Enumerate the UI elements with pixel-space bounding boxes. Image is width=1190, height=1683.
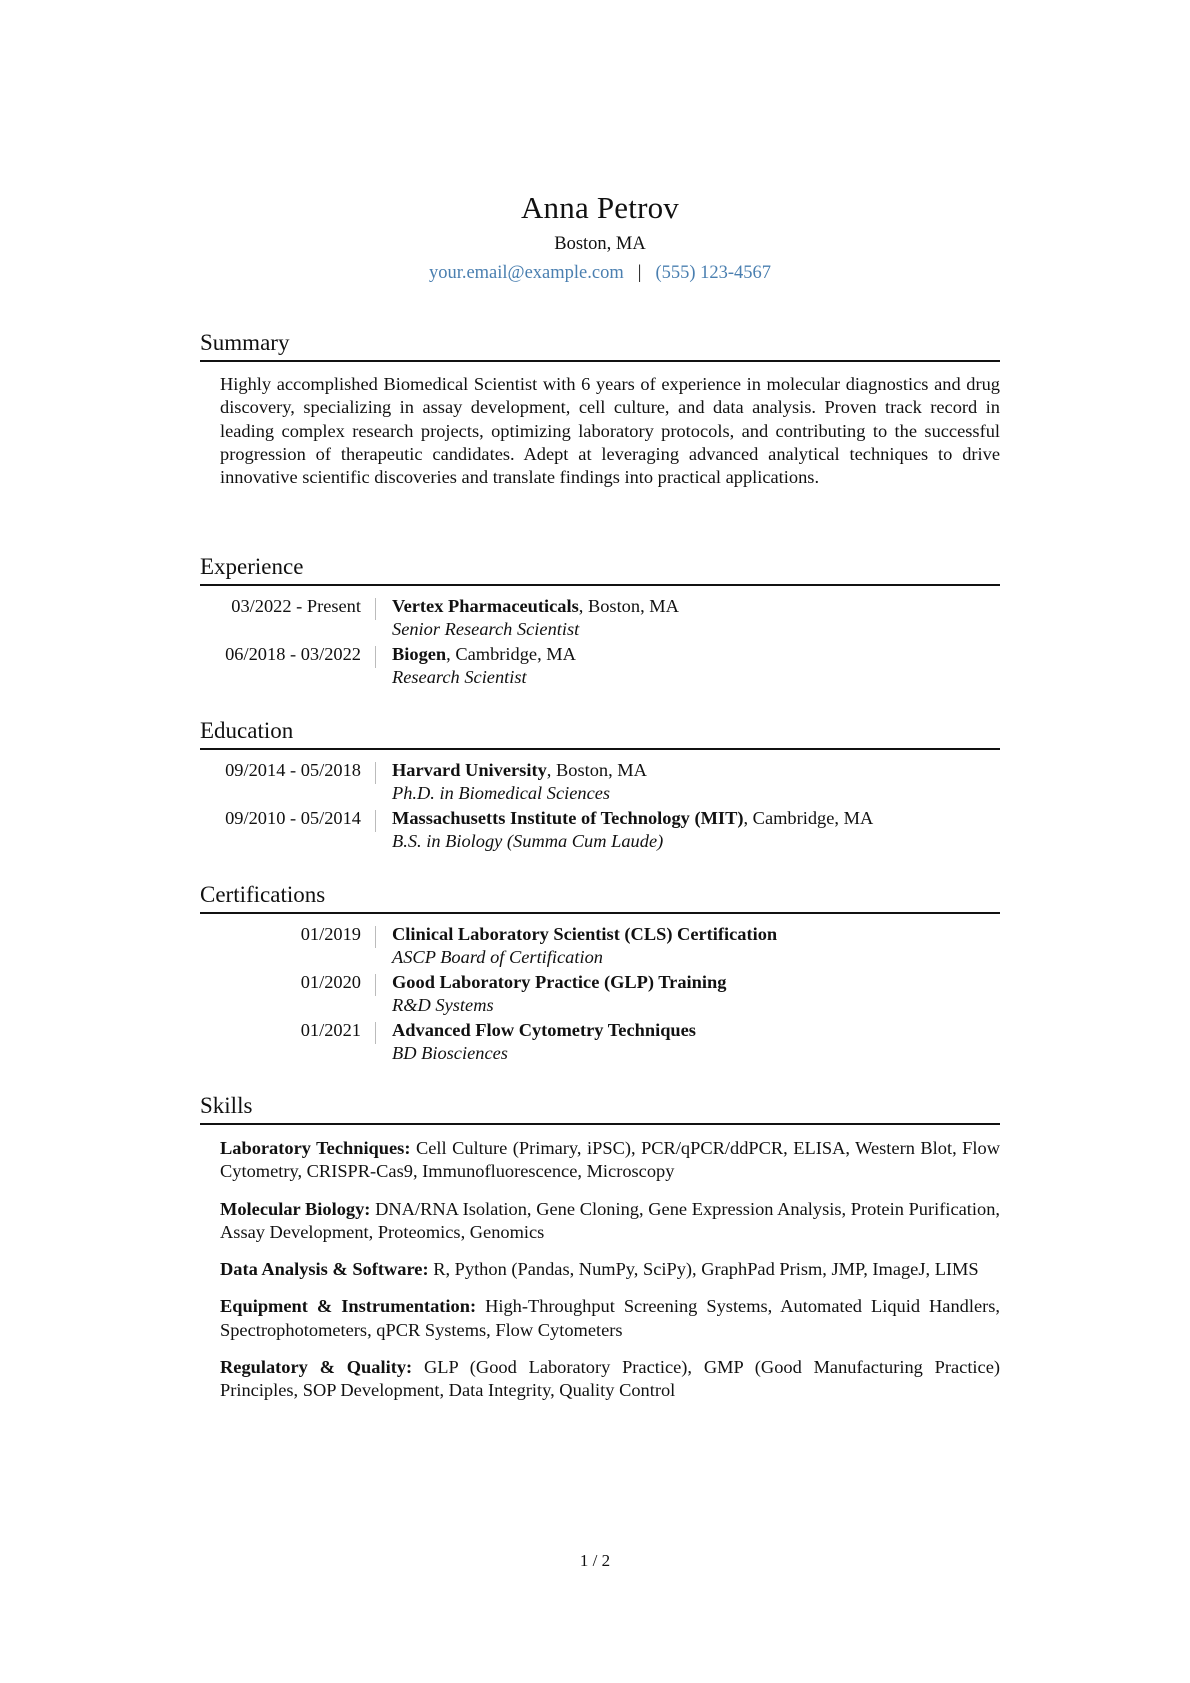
section-title-skills: Skills	[200, 1093, 253, 1118]
skill-category	[220, 1258, 1000, 1281]
institution-name: Harvard University	[392, 760, 547, 780]
section-divider	[200, 584, 1000, 586]
education-entry	[200, 807, 1000, 855]
candidate-name: Anna Petrov	[520, 190, 680, 225]
job-title: Senior Research Scientist	[392, 619, 580, 640]
certifications-section	[200, 881, 1000, 1067]
skill-category-values: DNA/RNA Isolation, Gene Cloning, Gene Expression Analysis, Protein Purification, Assay Development, Proteomics, Genomics	[220, 1198, 1001, 1242]
entry-date: 01/2021	[300, 1020, 361, 1040]
section-title-certifications: Certifications	[200, 882, 326, 907]
entry-date: 03/2022 - Present	[231, 596, 361, 616]
email-link[interactable]: your.email@example.com	[428, 263, 624, 283]
entry-date: 09/2014 - 05/2018	[225, 760, 361, 780]
employer-location: , Boston, MA	[578, 596, 679, 616]
certification-name: Clinical Laboratory Scientist (CLS) Certification	[392, 924, 778, 944]
skills-section	[200, 1092, 1000, 1417]
degree: B.S. in Biology (Summa Cum Laude)	[392, 831, 664, 852]
entry-date: 01/2020	[300, 972, 361, 992]
job-title: Research Scientist	[392, 667, 527, 688]
skill-category	[220, 1356, 1000, 1403]
certification-issuer: R&D Systems	[392, 995, 494, 1016]
degree: Ph.D. in Biomedical Sciences	[392, 783, 611, 804]
section-divider	[200, 360, 1000, 362]
entry-date: 09/2010 - 05/2014	[225, 808, 361, 828]
institution-location: , Cambridge, MA	[743, 808, 874, 828]
certification-name: Advanced Flow Cytometry Techniques	[392, 1020, 696, 1040]
certification-issuer: ASCP Board of Certification	[392, 947, 603, 968]
experience-entry	[200, 595, 1000, 643]
skill-category-label: Equipment & Instrumentation:	[220, 1296, 477, 1317]
skill-category-label: Laboratory Techniques:	[220, 1138, 411, 1158]
skill-category-values: High-Throughput Screening Systems, Automated Liquid Handlers, Spectrophotometers, qPCR Systems, Flow Cytometers	[220, 1296, 1001, 1340]
certification-issuer: BD Biosciences	[392, 1043, 508, 1064]
skill-category	[220, 1295, 1000, 1342]
skill-category-values: Cell Culture (Primary, iPSC), PCR/qPCR/ddPCR, ELISA, Western Blot, Flow Cytometry, CRISPR-Cas9, Immunofluorescence, Microscopy	[220, 1138, 1000, 1182]
phone-link[interactable]: (555) 123-4567	[655, 263, 772, 283]
employer-name: Vertex Pharmaceuticals	[392, 596, 579, 616]
entry-date: 01/2019	[300, 924, 361, 944]
skill-category-label: Regulatory & Quality:	[220, 1357, 413, 1378]
section-divider	[200, 1123, 1000, 1125]
skill-category	[220, 1198, 1000, 1245]
institution-location: , Boston, MA	[546, 760, 647, 780]
certification-entry	[200, 1019, 1000, 1067]
certification-entry	[200, 923, 1000, 971]
summary-text: Highly accomplished Biomedical Scientist with 6 years of experience in molecular diagnostics and drug discovery, specializing in assay development, cell culture, and data analysis. Proven track record in leading complex research projects, optimizing laboratory protocols, and contributing to the successful progression of therapeutic candidates. Adept at leveraging advanced analytical techniques to drive innovative scientific discoveries and translate findings into practical applications.	[220, 374, 1000, 488]
employer-location: , Cambridge, MA	[446, 644, 576, 664]
entry-date: 06/2018 - 03/2022	[225, 644, 361, 664]
education-section	[200, 717, 1000, 855]
employer-name: Biogen	[392, 644, 447, 664]
summary-section	[200, 329, 1000, 489]
contact-separator: |	[637, 263, 642, 283]
section-divider	[200, 748, 1000, 750]
certification-name: Good Laboratory Practice (GLP) Training	[392, 972, 727, 992]
experience-section	[200, 553, 1000, 691]
experience-entry	[200, 643, 1000, 691]
section-title-education: Education	[200, 718, 294, 743]
education-entry	[200, 759, 1000, 807]
skill-category-label: Molecular Biology:	[220, 1198, 371, 1219]
contact-line	[200, 263, 1000, 284]
skill-category	[220, 1137, 1000, 1184]
skill-category-values: R, Python (Pandas, NumPy, SciPy), GraphPad Prism, JMP, ImageJ, LIMS	[428, 1259, 979, 1280]
skill-category-label: Data Analysis & Software:	[220, 1259, 429, 1280]
section-title-experience: Experience	[200, 554, 304, 579]
section-title-summary: Summary	[200, 330, 290, 355]
page-number: 1 / 2	[579, 1551, 611, 1570]
institution-name: Massachusetts Institute of Technology (MIT)	[392, 808, 744, 828]
skill-category-values: GLP (Good Laboratory Practice), GMP (Good Manufacturing Practice) Principles, SOP Development, Data Integrity, Quality Control	[220, 1357, 1000, 1401]
certification-entry	[200, 971, 1000, 1019]
candidate-location: Boston, MA	[554, 234, 646, 254]
section-divider	[200, 912, 1000, 914]
